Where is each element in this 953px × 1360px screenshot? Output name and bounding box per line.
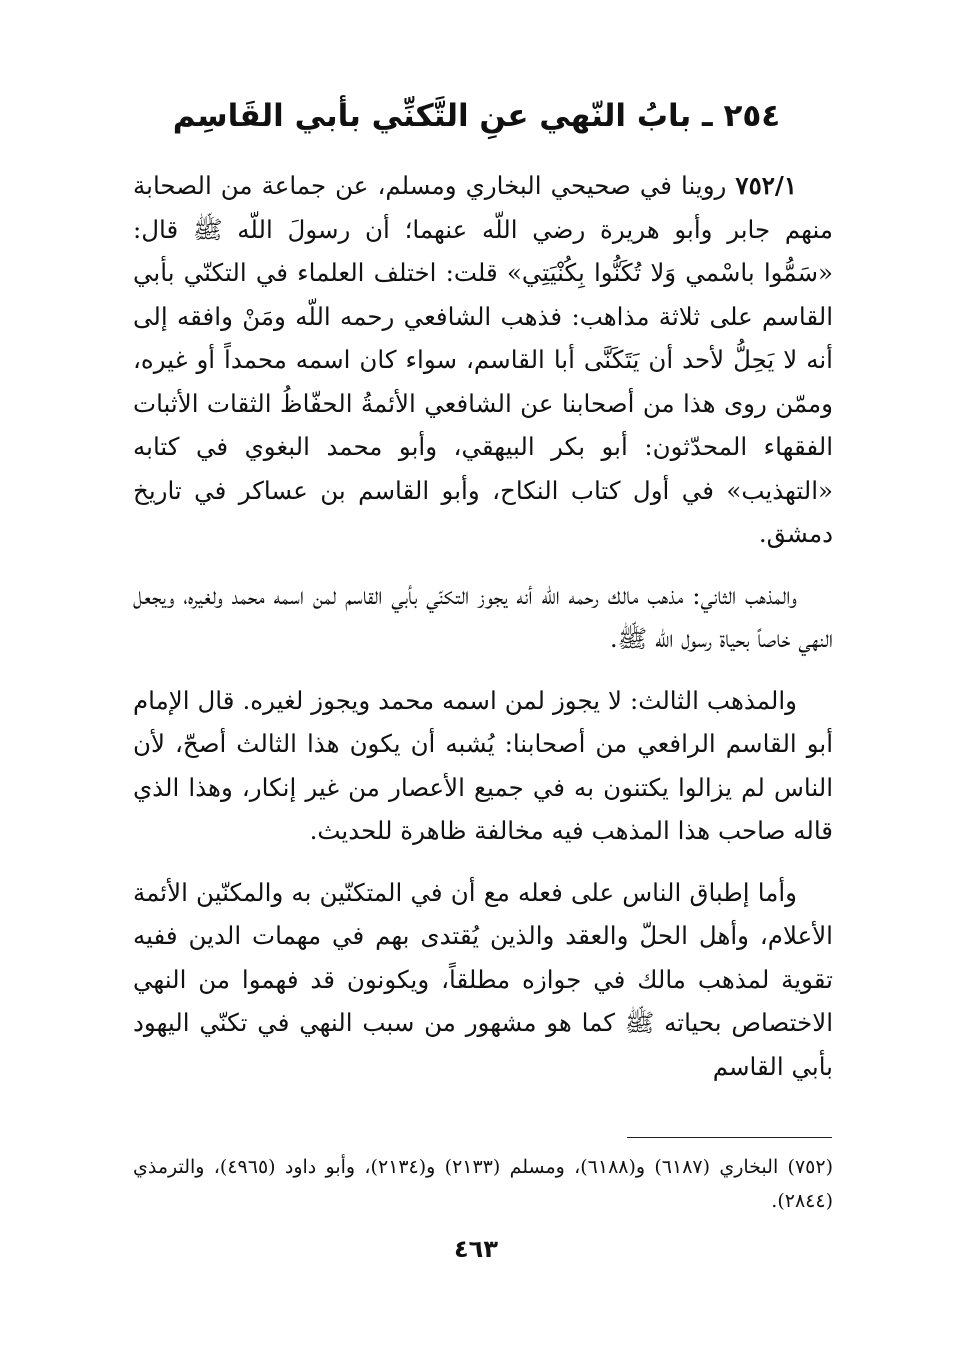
page-number: ٤٦٣ [454,1235,498,1263]
chapter-title: ٢٥٤ ـ بابُ النّهي عنِ التَّكنِّي بأبي القَاسِم [172,98,781,134]
second-school-paragraph: والمذهب الثاني: مذهب مالك رحمه اللّه أنه يجوز التكنّي بأبي القاسم لمن اسمه محمد ولغيره، ويجعل النهي خاصاً بحياة رسول اللّه ﷺ. [133,580,833,653]
hadith-number: ٧٥٢/١ [735,171,797,200]
hadith-paragraph [133,164,833,556]
consensus-paragraph: وأما إطباق الناس على فعله مع أن في المتكنّين به والمكنّين الأئمة الأعلام، وأهل الحلّ والعقد والذين يُقتدى بهم في مهمات الدين ففيه تقوية لمذهب مالك في جوازه مطلقاً، ويكونون قد فهموا من النهي الاختصاص بحياته ﷺ كما هو مشهور من سبب النهي في تكنّي اليهود بأبي القاسم [133,877,833,1081]
third-school-paragraph: والمذهب الثالث: لا يجوز لمن اسمه محمد ويجوز لغيره. قال الإمام أبو القاسم الرافعي من أصحابنا: يُشبه أن يكون هذا الثالث أصحّ، لأن الناس لم يزالوا يكتنون به في جميع الأعصار من غير إنكار، وهذا الذي قاله صاحب هذا المذهب فيه مخالفة ظاهرة للحديث. [133,685,833,845]
footnote: (٧٥٢) البخاري (٦١٨٧) و(٦١٨٨)، ومسلم (٢١٣٣) و(٢١٣٤)، وأبو داود (٤٩٦٥)، والترمذي (٢٨٤٤). [133,1156,833,1212]
main-text [133,164,833,1106]
footnote-divider [627,1137,832,1138]
hadith-text: روينا في صحيحي البخاري ومسلم، عن جماعة من الصحابة منهم جابر وأبو هريرة رضي اللّه عنهما؛ أن رسولَ اللّه ﷺ قال: «سَمُّوا باسْمي وَلا تُكَنُّوا بِكُنْيَتِي» قلت: اختلف العلماء في التكنّي بأبي القاسم على ثلاثة مذاهب: فذهب الشافعي رحمه اللّه ومَنْ وافقه إلى أنه لا يَحِلُّ لأحد أن يَتَكَنَّى أبا القاسم، سواء كان اسمه محمداً أو غيره، وممّن روى هذا من أصحابنا عن الشافعي الأئمةُ الحفّاظُ الثقات الأثبات الفقهاء المحدّثون: أبو بكر البيهقي، وأبو محمد البغوي في كتابه «التهذيب» في أول كتاب النكاح، وأبو القاسم بن عساكر في تاريخ دمشق. [133,171,833,548]
